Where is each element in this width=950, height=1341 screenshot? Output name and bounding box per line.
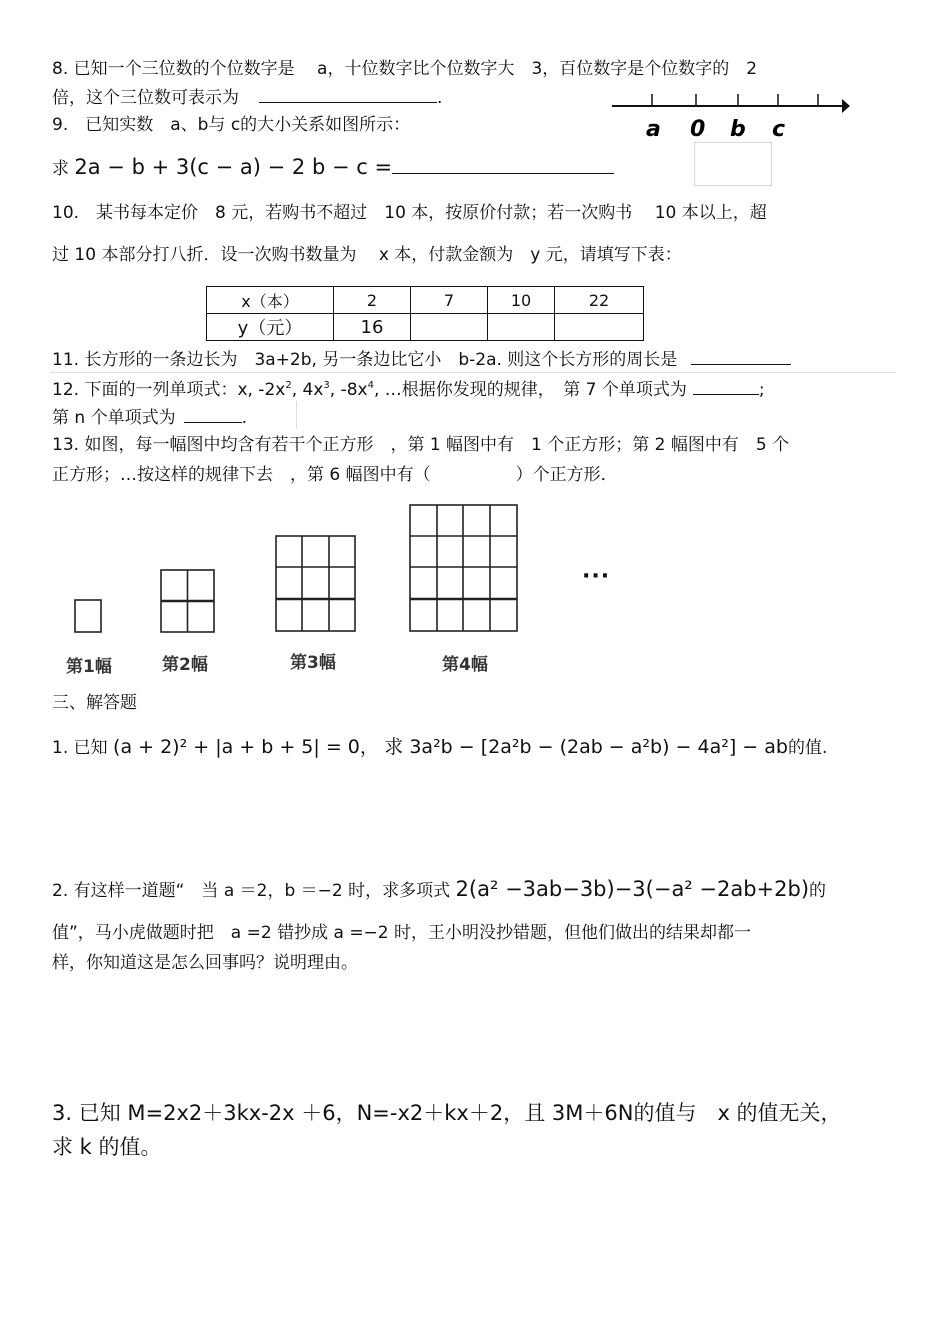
faint-frame xyxy=(296,401,897,429)
q12-answer-blank-2 xyxy=(184,406,242,423)
figure-label-1: 第1幅 xyxy=(66,657,112,677)
q11-answer-blank xyxy=(691,348,791,365)
q12-end: ; xyxy=(758,380,765,400)
q12-exp-3: 3 xyxy=(323,380,330,391)
a2-line3: 样，你知道这是怎么回事吗？说明理由。 xyxy=(52,953,358,973)
label-0: 0 xyxy=(690,117,706,142)
a1-suffix: 的值. xyxy=(787,738,828,758)
table-row xyxy=(207,314,644,341)
q8-line2 xyxy=(52,86,442,109)
figure-label-2: 第2幅 xyxy=(162,655,208,675)
table-cell: 22 xyxy=(555,287,644,314)
a2-line1 xyxy=(52,878,826,902)
q12-text-a: 12. 下面的一列单项式：x, -2x xyxy=(52,380,286,400)
q10-table xyxy=(206,286,644,341)
table-cell: 16 xyxy=(334,314,411,341)
q9-expression-line xyxy=(52,156,614,180)
a1-prefix: 1. 已知 xyxy=(52,738,108,758)
q12-exp-4: 4 xyxy=(367,380,374,391)
a2-line1-text: 2. 有这样一道题“ 当 a ＝2，b ＝−2 时，求多项式 xyxy=(52,881,451,901)
section-title: 三、解答题 xyxy=(52,693,137,713)
table-cell xyxy=(555,314,644,341)
q10-line1: 10. 某书每本定价 8 元，若购书不超过 10 本，按原价付款；若一次购书 10 本以上，超 xyxy=(52,203,767,223)
figure-3 xyxy=(276,536,355,631)
figure-2 xyxy=(161,570,214,632)
number-line-arrow xyxy=(842,99,850,113)
faint-frame xyxy=(694,142,772,186)
label-c: c xyxy=(772,117,786,142)
a3-line1: 3. 已知 M=2x2＋3kx-2x ＋6，N=-x2＋kx＋2，且 3M＋6N的值与 x 的值无关， xyxy=(52,1101,842,1125)
q9-answer-blank xyxy=(392,157,614,174)
continuation-dots: ··· xyxy=(582,564,611,589)
q9-line1: 9. 已知实数 a、b与 c的大小关系如图所示： xyxy=(52,115,411,135)
q13-line2: 正方形；…按这样的规律下去 ，第 6 幅图中有（ ）个正方形． xyxy=(52,465,618,485)
table-cell: y（元） xyxy=(207,314,334,341)
a1-expression: 求 3a²b − [2a²b − (2ab − a²b) − 4a²] − ab xyxy=(384,736,788,758)
figure-label-3: 第3幅 xyxy=(290,653,336,673)
q12-text-c: , -8x xyxy=(329,380,368,400)
a2-polynomial: 2(a² −3ab−3b)−3(−a² −2ab+2b) xyxy=(455,877,810,901)
q8-line2-end: . xyxy=(437,88,443,108)
table-row xyxy=(207,287,644,314)
q11-text: 11. 长方形的一条边长为 3a+2b, 另一条边比它小 b-2a. 则这个长方形的周长是 xyxy=(52,350,678,370)
table-cell xyxy=(488,314,555,341)
a2-line2: 值”，马小虎做题时把 a =2 错抄成 a =−2 时，王小明没抄错题，但他们做出的结果却都一 xyxy=(52,923,752,943)
a1-condition: (a + 2)² + |a + b + 5| = 0， xyxy=(113,736,379,758)
table-cell: 10 xyxy=(488,287,555,314)
divider xyxy=(50,372,896,373)
q8-line2-text: 倍，这个三位数可表示为 xyxy=(52,88,239,108)
q8-line1: 8. 已知一个三位数的个位数字是 a，十位数字比个位数字大 3，百位数字是个位数字的 2 xyxy=(52,59,758,79)
a2-line1-end: 的 xyxy=(809,881,827,901)
q12-text-d: , …根据你发现的规律， 第 7 个单项式为 xyxy=(373,380,687,400)
q12-line2 xyxy=(52,406,247,429)
q12-line1 xyxy=(52,378,765,401)
q8-answer-blank xyxy=(259,86,437,103)
q11-line xyxy=(52,348,791,371)
label-a: a xyxy=(646,117,661,142)
q12-line2-end: . xyxy=(241,408,247,428)
q10-line2: 过 10 本部分打八折．设一次购书数量为 x 本，付款金额为 y 元，请填写下表： xyxy=(52,245,682,265)
q13-line1: 13. 如图，每一幅图中均含有若干个正方形 ，第 1 幅图中有 1 个正方形；第 2 幅图中有 5 个 xyxy=(52,435,790,455)
q12-answer-blank-1 xyxy=(693,378,759,395)
q12-text-b: , 4x xyxy=(291,380,324,400)
figure-1 xyxy=(75,600,101,632)
table-cell: x（本） xyxy=(207,287,334,314)
q12-exp-2: 2 xyxy=(285,380,292,391)
q9-expression: 2a − b + 3(c − a) − 2 b − c = xyxy=(74,155,393,179)
number-line-figure xyxy=(610,86,850,146)
figure-4 xyxy=(410,505,517,631)
figure-label-4: 第4幅 xyxy=(442,655,488,675)
table-cell xyxy=(411,314,488,341)
label-b: b xyxy=(730,117,746,142)
table-cell: 7 xyxy=(411,287,488,314)
a1-line xyxy=(52,736,827,759)
table-cell: 2 xyxy=(334,287,411,314)
q9-prefix: 求 xyxy=(52,159,69,179)
q12-line2-text: 第 n 个单项式为 xyxy=(52,408,176,428)
a3-line2: 求 k 的值。 xyxy=(52,1135,162,1159)
